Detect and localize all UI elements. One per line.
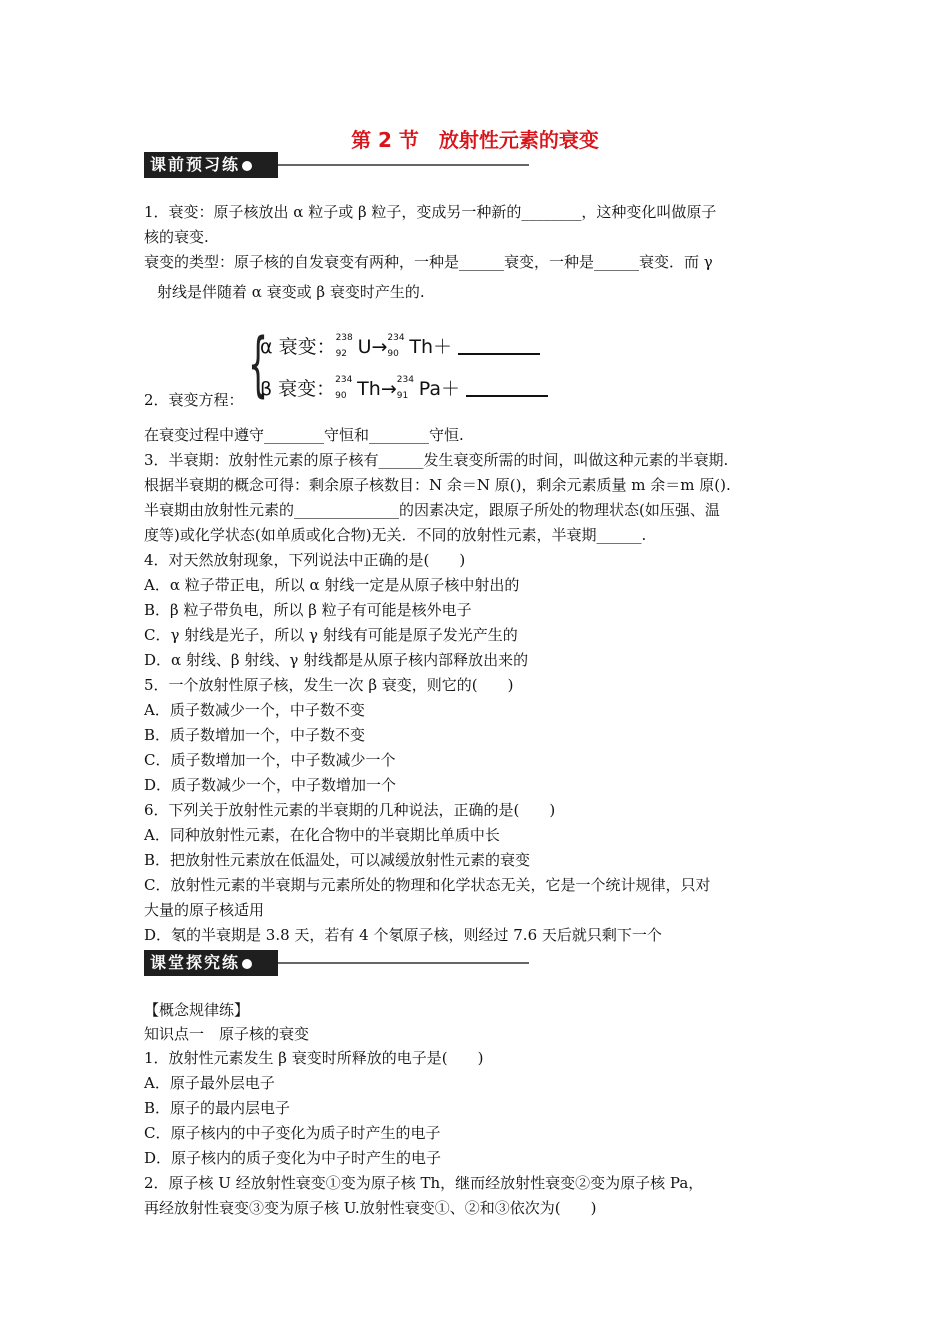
q5-option-b: B．质子数增加一个，中子数不变: [144, 726, 366, 744]
q5-option-c: C．质子数增加一个，中子数减少一个: [144, 751, 396, 769]
p1-option-c: C．原子核内的中子变化为质子时产生的电子: [144, 1124, 441, 1142]
q1-line2: 核的衰变.: [144, 228, 209, 246]
q4-option-c: C．γ 射线是光子，所以 γ 射线有可能是原子发光产生的: [144, 626, 518, 644]
q4-option-b: B．β 粒子带负电，所以 β 粒子有可能是核外电子: [144, 601, 472, 619]
q3-line1: 3．半衰期：放射性元素的原子核有______发生衰变所需的时间，叫做这种元素的半衰期.: [144, 451, 729, 469]
decay-equations: [248, 323, 578, 406]
p1-option-b: B．原子的最内层电子: [144, 1099, 291, 1117]
banner-label: 课堂探究练: [150, 953, 241, 972]
q1-line3: 衰变的类型：原子核的自发衰变有两种，一种是______衰变，一种是______衰变．而 γ: [144, 253, 713, 271]
q5-option-d: D．质子数减少一个，中子数增加一个: [144, 776, 397, 794]
knowledge-point: 知识点一 原子核的衰变: [144, 1025, 310, 1043]
q6-option-a: A．同种放射性元素，在化合物中的半衰期比单质中长: [144, 826, 500, 844]
q1-line1: 1．衰变：原子核放出 α 粒子或 β 粒子，变成另一种新的________，这种变化叫做原子: [144, 203, 717, 221]
banner-label: 课前预习练: [150, 155, 241, 174]
p2-stem-cont: 再经放射性衰变③变为原子核 U.放射性衰变①、②和③依次为( ): [144, 1199, 597, 1217]
q1-line4: 射线是伴随着 α 衰变或 β 衰变时产生的.: [157, 283, 425, 301]
bullet-icon: [242, 161, 252, 171]
alpha-equation: α 衰变： 238 92 U→ 234 90 Th＋: [260, 332, 540, 359]
q3-line2: 根据半衰期的概念可得：剩余原子核数目：N 余＝N 原()，剩余元素质量 m 余＝m 原().: [144, 476, 731, 494]
q4-stem: 4．对天然放射现象，下列说法中正确的是( ): [144, 551, 466, 569]
section-banner-class: [144, 950, 529, 980]
bullet-icon: [242, 959, 252, 969]
q2-line2: 在衰变过程中遵守________守恒和________守恒.: [144, 426, 464, 444]
q6-option-c: C．放射性元素的半衰期与元素所处的物理和化学状态无关，它是一个统计规律，只对: [144, 876, 711, 894]
q4-option-a: A．α 粒子带正电，所以 α 射线一定是从原子核中射出的: [144, 576, 520, 594]
q5-stem: 5．一个放射性原子核，发生一次 β 衰变，则它的( ): [144, 676, 514, 694]
brace-icon: {: [248, 323, 269, 405]
p1-option-a: A．原子最外层电子: [144, 1074, 275, 1092]
section-banner-preview: [144, 152, 529, 182]
q4-option-d: D．α 射线、β 射线、γ 射线都是从原子核内部释放出来的: [144, 651, 529, 669]
q2-label: 2．衰变方程：: [144, 391, 244, 409]
beta-blank: [466, 379, 548, 397]
page-title: 第 2 节 放射性元素的衰变: [351, 128, 599, 152]
q6-option-c-cont: 大量的原子核适用: [144, 901, 265, 919]
section-header: 【概念规律练】: [144, 1001, 250, 1019]
q3-line4: 度等)或化学状态(如单质或化合物)无关．不同的放射性元素，半衰期______.: [144, 526, 647, 544]
alpha-blank: [458, 337, 540, 355]
q3-line3: 半衰期由放射性元素的______________的因素决定，跟原子所处的物理状态(如压强、温: [144, 501, 720, 519]
q6-option-d: D．氡的半衰期是 3.8 天，若有 4 个氡原子核，则经过 7.6 天后就只剩下一个: [144, 926, 662, 944]
q5-option-a: A．质子数减少一个，中子数不变: [144, 701, 365, 719]
q6-option-b: B．把放射性元素放在低温处，可以减缓放射性元素的衰变: [144, 851, 531, 869]
p1-stem: 1．放射性元素发生 β 衰变时所释放的电子是( ): [144, 1049, 484, 1067]
beta-equation: β 衰变： 234 90 Th→ 234 91 Pa＋: [260, 374, 548, 401]
p1-option-d: D．原子核内的质子变化为中子时产生的电子: [144, 1149, 442, 1167]
p2-stem: 2．原子核 U 经放射性衰变①变为原子核 Th，继而经放射性衰变②变为原子核 Pa，: [144, 1174, 704, 1192]
q6-stem: 6．下列关于放射性元素的半衰期的几种说法，正确的是( ): [144, 801, 556, 819]
